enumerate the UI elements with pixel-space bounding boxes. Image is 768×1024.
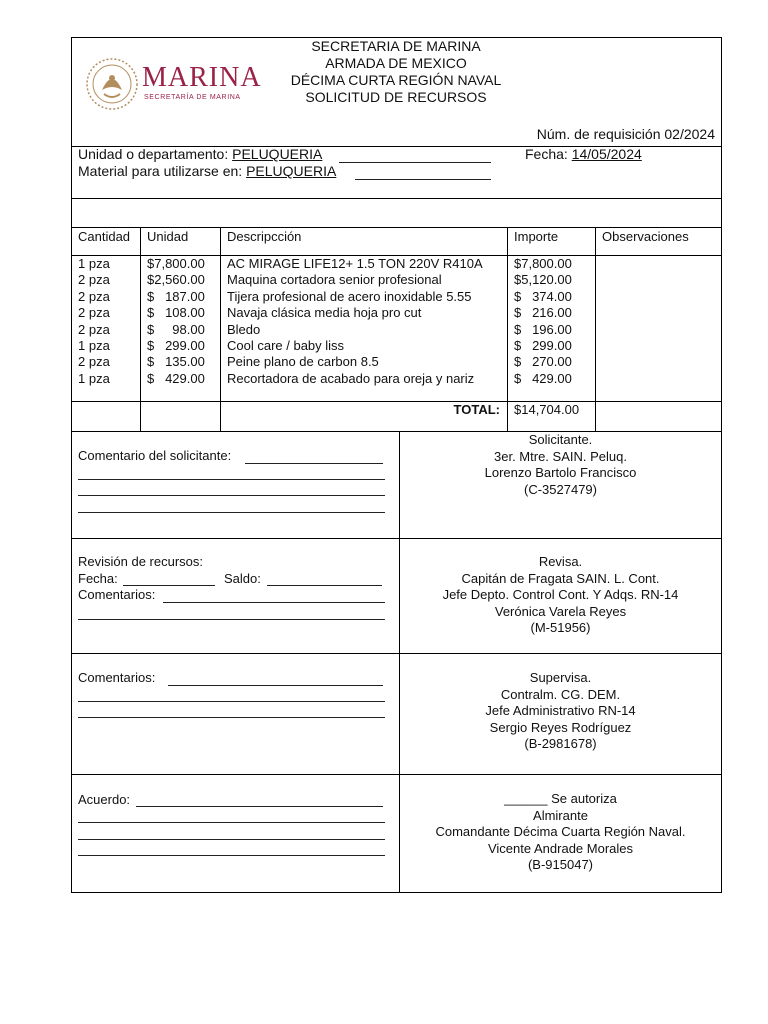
material-value: PELUQUERIA — [246, 163, 337, 179]
cell-description: AC MIRAGE LIFE12+ 1.5 TON 220V R410A — [227, 256, 483, 271]
revisa-rank: Capitán de Fragata SAIN. L. Cont. — [461, 570, 660, 586]
unit-value: PELUQUERIA — [232, 146, 323, 162]
date-label: Fecha: — [525, 146, 568, 162]
date-value: 14/05/2024 — [571, 146, 642, 162]
cell-unit: $ 187.00 — [147, 288, 205, 304]
cell-qty: 2 pza — [78, 305, 110, 321]
solicitante-comment-label: Comentario del solicitante: — [78, 448, 232, 463]
supervisa-id: (B-2981678) — [524, 736, 597, 751]
revisa-signature — [400, 554, 721, 637]
cell-qty: 1 pza — [78, 338, 110, 353]
revision-title: Revisión de recursos: — [78, 554, 203, 569]
solicitante-name: Lorenzo Bartolo Francisco — [484, 465, 637, 480]
cell-description: Tijera profesional de acero inoxidable 5.55 — [227, 288, 472, 304]
cell-amount: $ 196.00 — [514, 321, 572, 337]
marina-logo — [84, 56, 284, 112]
solicitante-signature — [400, 432, 721, 498]
autoriza-position: Comandante Décima Cuarta Región Naval. — [435, 824, 686, 839]
autoriza-name: Vicente Andrade Morales — [487, 840, 634, 856]
col-header-descripcion: Descripcción — [227, 229, 302, 244]
cell-unit: $ 299.00 — [147, 338, 205, 353]
cell-unit: $ 98.00 — [147, 321, 205, 337]
cell-qty: 2 pza — [78, 272, 110, 288]
revision-saldo-label: Saldo: — [224, 571, 261, 586]
unit-label: Unidad o departamento: — [78, 146, 229, 162]
solicitante-rank: 3er. Mtre. SAIN. Peluq. — [494, 448, 627, 464]
col-header-observaciones: Observaciones — [602, 229, 689, 244]
cell-unit: $ 135.00 — [147, 354, 205, 370]
revision-comentarios-label: Comentarios: — [78, 587, 156, 602]
logo-subtext: SECRETARÍA DE MARINA — [144, 94, 241, 101]
cell-description: Recortadora de acabado para oreja y nariz — [227, 370, 475, 386]
header-line-4: SOLICITUD DE RECURSOS — [305, 89, 487, 105]
cell-qty: 2 pza — [78, 321, 110, 337]
autoriza-signature — [400, 791, 721, 874]
cell-unit: $ 429.00 — [147, 370, 205, 386]
revisa-name: Verónica Varela Reyes — [494, 603, 627, 619]
cell-amount: $ 270.00 — [514, 354, 572, 370]
col-header-unidad: Unidad — [147, 229, 189, 244]
cell-qty: 1 pza — [78, 256, 110, 271]
cell-unit: $ 108.00 — [147, 305, 205, 321]
cell-amount: $5,120.00 — [514, 272, 572, 288]
solicitante-role: Solicitante. — [528, 432, 593, 447]
cell-amount: $ 216.00 — [514, 305, 572, 321]
header-line-3: DÉCIMA CURTA REGIÓN NAVAL — [290, 72, 502, 88]
eagle-seal-icon — [84, 56, 140, 112]
revisa-position: Jefe Depto. Control Cont. Y Adqs. RN-14 — [442, 587, 679, 602]
total-value: $14,704.00 — [514, 402, 580, 417]
material-row — [78, 163, 336, 179]
cell-description: Maquina cortadora senior profesional — [227, 272, 442, 288]
supervisa-rank: Contralm. CG. DEM. — [500, 686, 621, 702]
cell-qty: 2 pza — [78, 288, 110, 304]
acuerdo-label: Acuerdo: — [78, 792, 131, 807]
cell-unit: $7,800.00 — [147, 256, 205, 271]
autoriza-rank: Almirante — [533, 807, 588, 823]
revisa-role: Revisa. — [538, 554, 583, 569]
header-line-2: ARMADA DE MEXICO — [325, 55, 467, 71]
revision-fecha-label: Fecha: — [78, 571, 118, 586]
cell-description: Cool care / baby liss — [227, 338, 345, 353]
col-header-importe: Importe — [514, 229, 559, 244]
cell-unit: $2,560.00 — [147, 272, 205, 288]
revisa-id: (M-51956) — [530, 620, 591, 635]
cell-description: Peine plano de carbon 8.5 — [227, 354, 379, 370]
cell-amount: $ 429.00 — [514, 370, 572, 386]
cell-qty: 1 pza — [78, 370, 110, 386]
date-row — [525, 146, 642, 162]
cell-description: Navaja clásica media hoja pro cut — [227, 305, 422, 321]
header-title-block — [276, 38, 516, 106]
supervisa-role: Supervisa. — [529, 670, 592, 685]
supervisa-position: Jefe Administrativo RN-14 — [485, 703, 636, 718]
total-label: TOTAL: — [453, 402, 500, 417]
supervisa-name: Sergio Reyes Rodríguez — [489, 719, 632, 735]
col-header-cantidad: Cantidad — [78, 229, 131, 244]
unit-row — [78, 146, 322, 162]
requisition-number: Núm. de requisición 02/2024 — [536, 126, 715, 142]
cell-amount: $ 374.00 — [514, 288, 572, 304]
supervisa-signature — [400, 670, 721, 753]
header-line-1: SECRETARIA DE MARINA — [311, 38, 481, 54]
supervisa-comentarios-label: Comentarios: — [78, 670, 156, 685]
autoriza-id: (B-915047) — [527, 857, 594, 872]
cell-description: Bledo — [227, 321, 261, 337]
logo-wordmark: MARINA — [142, 62, 262, 93]
autoriza-line: ______ Se autoriza — [504, 791, 617, 806]
material-label: Material para utilizarse en: — [78, 163, 243, 179]
cell-qty: 2 pza — [78, 354, 110, 370]
solicitante-id: (C-3527479) — [524, 481, 597, 497]
cell-amount: $7,800.00 — [514, 256, 572, 271]
cell-amount: $ 299.00 — [514, 338, 572, 353]
